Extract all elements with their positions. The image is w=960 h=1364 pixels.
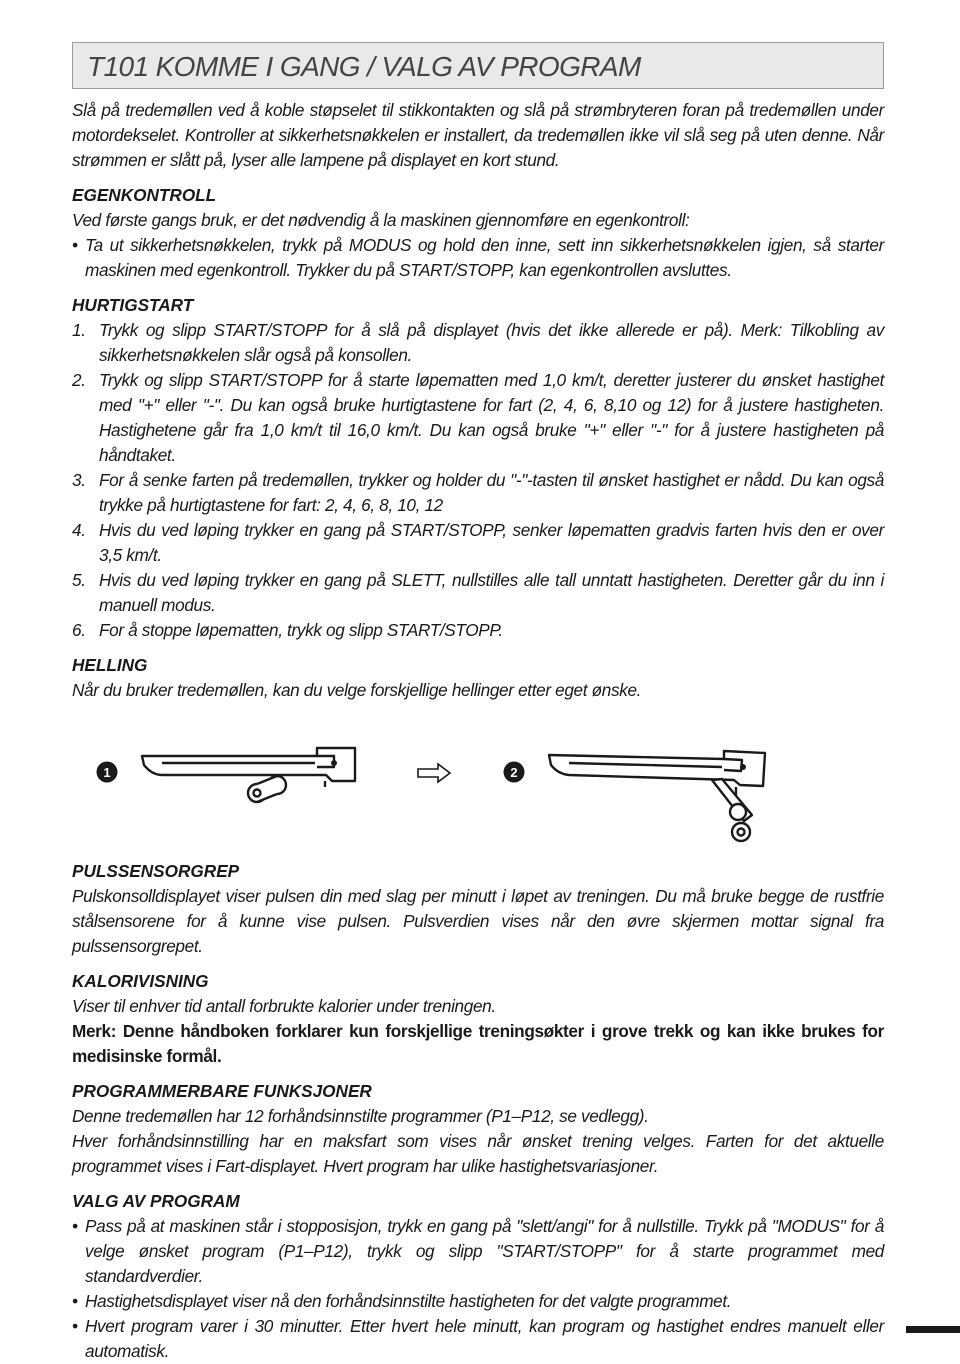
list-item-text: Ta ut sikkerhetsnøkkelen, trykk på MODUS og hold den inne, sett inn sikkerhetsnøkkelen igjen, så starter maskinen med egenkontroll. Trykker du på START/STOPP, kan egenkontrollen avsluttes. xyxy=(85,235,884,280)
list-item xyxy=(72,318,884,368)
list-item-text: Hastighetsdisplayet viser nå den forhåndsinnstilte hastigheten for det valgte programmet. xyxy=(85,1291,732,1311)
helling-heading: HELLING xyxy=(72,655,148,675)
list-item-text: Hvis du ved løping trykker en gang på SLETT, nullstilles alle tall unntatt hastigheten. Deretter går du inn i manuell modus. xyxy=(99,570,884,615)
programmerbare-heading: PROGRAMMERBARE FUNKSJONER xyxy=(72,1081,372,1101)
list-item xyxy=(72,1314,884,1364)
list-item-text: Hvert program varer i 30 minutter. Etter hvert hele minutt, kan program og hastighet endres manuelt eller automatisk. xyxy=(85,1316,884,1361)
list-item xyxy=(72,233,884,283)
incline-figure xyxy=(72,703,884,849)
valg-list xyxy=(72,1214,884,1364)
hurtigstart-list xyxy=(72,318,884,643)
kalorivisning-note: Merk: Denne håndboken forklarer kun forskjellige treningsøkter i grove trekk og kan ikke brukes for medisinske formål. xyxy=(72,1021,884,1066)
treadmill-inclined-icon xyxy=(549,751,765,841)
list-item-text: Hvis du ved løping trykker en gang på START/STOPP, senker løpematten gradvis farten hvis den er over 3,5 km/t. xyxy=(99,520,884,565)
kalorivisning-heading: KALORIVISNING xyxy=(72,971,209,991)
treadmill-flat-icon xyxy=(142,748,355,802)
title-banner xyxy=(72,42,884,89)
valg-heading: VALG AV PROGRAM xyxy=(72,1191,240,1211)
list-number: 6. xyxy=(72,620,86,640)
list-item xyxy=(72,568,884,618)
list-item xyxy=(72,368,884,468)
pulssensorgrep-heading: PULSSENSORGREP xyxy=(72,861,240,881)
manual-page xyxy=(72,42,884,1364)
programmerbare-line2: Hver forhåndsinnstilling har en maksfart som vises når ønsket trening velges. Farten for det aktuelle programmet vises i Fart-displayet. Hvert program har ulike hastighetsvariasjoner. xyxy=(72,1131,884,1176)
list-item-text: For å senke farten på tredemøllen, trykker og holder du "-"-tasten til ønsket hastighet er nådd. Du kan også trykke på hurtigtastene for fart: 2, 4, 6, 8, 10, 12 xyxy=(99,470,884,515)
egenkontroll-heading: EGENKONTROLL xyxy=(72,185,217,205)
list-item xyxy=(72,468,884,518)
bullet-glyph: • xyxy=(72,1291,78,1311)
bullet-glyph: • xyxy=(72,235,78,255)
hurtigstart-heading: HURTIGSTART xyxy=(72,295,194,315)
list-number: 4. xyxy=(72,520,86,540)
list-number: 2. xyxy=(72,370,86,390)
page-edge-tab xyxy=(906,1326,960,1333)
intro-paragraph: Slå på tredemøllen ved å koble støpselet til stikkontakten og slå på strømbryteren foran på tredemøllen under motordekselet. Kontroller at sikkerhetsnøkkelen er installert, da tredemøllen ikke vil slå seg på uten denne. Når strømmen er slått på, lyser alle lampene på displayet en kort stund. xyxy=(72,100,884,170)
incline-diagram xyxy=(72,703,884,849)
programmerbare-line1: Denne tredemøllen har 12 forhåndsinnstilte programmer (P1–P12, se vedlegg). xyxy=(72,1106,649,1126)
list-number: 3. xyxy=(72,470,86,490)
list-item-text: Trykk og slipp START/STOPP for å starte løpematten med 1,0 km/t, deretter justerer du ønsket hastighet med "+" eller "-". Du kan også bruke hurtigtastene for fart (2, 4, 6, 8,10 og 12) for å justere hastigheten. Hastighetene går fra 1,0 km/t til 16,0 km/t. Du kan også bruke "+" eller "-" for å justere hastigheten på håndtaket. xyxy=(99,370,884,465)
step-2-number: 2 xyxy=(510,765,518,780)
pulssensorgrep-text: Pulskonsolldisplayet viser pulsen din med slag per minutt i løpet av treningen. Du må bruke begge de rustfrie stålsensorene for å kunne vise pulsen. Pulsverdien vises når den øvre skjermen mottar signal fra pulssensorgrepet. xyxy=(72,886,884,956)
list-item xyxy=(72,618,884,643)
egenkontroll-list xyxy=(72,233,884,283)
list-number: 5. xyxy=(72,570,86,590)
arrow-right-icon xyxy=(418,764,450,782)
list-item xyxy=(72,518,884,568)
bullet-glyph: • xyxy=(72,1216,78,1236)
kalorivisning-text: Viser til enhver tid antall forbrukte kalorier under treningen. xyxy=(72,996,496,1016)
step-1-number: 1 xyxy=(103,765,111,780)
list-item xyxy=(72,1214,884,1289)
bullet-glyph: • xyxy=(72,1316,78,1336)
list-item-text: Trykk og slipp START/STOPP for å slå på displayet (hvis det ikke allerede er på). Merk: Tilkobling av sikkerhetsnøkkelen slår også på konsollen. xyxy=(99,320,884,365)
page-title: T101 KOMME I GANG / VALG AV PROGRAM xyxy=(87,51,641,82)
list-item xyxy=(72,1289,884,1314)
list-number: 1. xyxy=(72,320,86,340)
helling-text: Når du bruker tredemøllen, kan du velge forskjellige hellinger etter eget ønske. xyxy=(72,680,642,700)
egenkontroll-lead: Ved første gangs bruk, er det nødvendig å la maskinen gjennomføre en egenkontroll: xyxy=(72,210,690,230)
list-item-text: Pass på at maskinen står i stopposisjon, trykk en gang på "slett/angi" for å nullstille. Trykk på "MODUS" for å velge ønsket program (P1–P12), trykk og slipp "START/STOPP" for å starte programmet med standardverdier. xyxy=(85,1216,884,1286)
list-item-text: For å stoppe løpematten, trykk og slipp START/STOPP. xyxy=(99,620,503,640)
